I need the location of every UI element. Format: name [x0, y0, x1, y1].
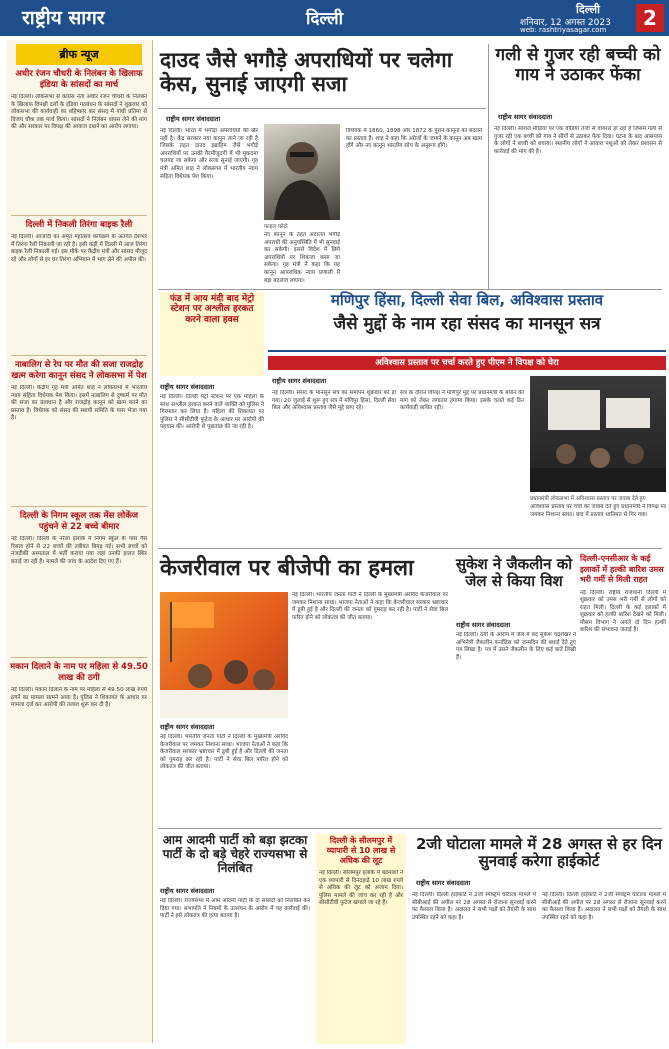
- dawood-photo-caption: फाइल फोटो: [264, 224, 288, 230]
- metro-headline[interactable]: फंड में आय मंदी बाद मेट्रो स्टेशन पर अश्लील हरकत करने वाला हवस: [169, 294, 255, 325]
- divider: [11, 506, 147, 507]
- 2g-text: नई दिल्ली। दिल्ली हाईकोर्ट ने 2जी स्पेक्ट्रम घोटाला मामले में सीबीआई की अपील पर 28 अगस्त से रोजाना सुनवाई करने का फैसला किया है। अदालत ने सभी पक्षों को तैयारी के साथ उपस्थित रहने को कहा है।: [412, 892, 536, 921]
- rain-text: नई दिल्ली। राष्ट्रीय राजधानी दिल्ली में शुक्रवार को उमस भरी गर्मी से लोगों को राहत मिली। दिल्ली के कई इलाकों में शुक्रवार को हल्की बारिश देखने को मिली। मौसम विभाग ने अगले दो दिन हल्की बारिश की संभावना जताई है।: [580, 589, 666, 634]
- rain-sidebar: [580, 554, 666, 826]
- dawood-headline[interactable]: दाउद जैसे भगौड़े अपराधियों पर चलेगा केस, सुनाई जाएगी सजा: [160, 48, 453, 97]
- brief-headline[interactable]: दिल्ली के निगम स्कूल तक मेंस लोकेंज पहुंचने से 22 बच्चे बीमार: [19, 511, 139, 532]
- page-number: 2: [636, 4, 664, 32]
- edition-date: शनिवार, 12 अगस्त 2023: [520, 18, 611, 28]
- metro-headline-box: [160, 292, 264, 376]
- kejriwal-text-col2: नई दिल्ली। भारतीय जनता पार्टी ने दिल्ली के मुख्यमंत्री अरविंद केजरीवाल पर जमकर निशाना साधा। भाजपा नेताओं ने कहा कि केजरीवाल सरकार भ्रष्टाचार में डूबी हुई है और दिल्ली की जनता को गुमराह कर रही है। पार्टी ने सेवा बिल पारित होने को लोकतंत्र की जीत बताया।: [292, 592, 448, 621]
- person-silhouette-icon: [264, 124, 340, 220]
- seelampur-box: [316, 834, 406, 1044]
- banner-line2[interactable]: जैसे मुद्दों के नाम रहा संसद का मानसून सत्र: [333, 314, 601, 335]
- aap-text: नई दिल्ली। राज्यसभा में आम आदमी पार्टी के दो सांसदों को निलंबित कर दिया गया। सभापति ने नियमों के उल्लंघन के आरोप में यह कार्रवाई की। पार्टी ने इसे लोकतंत्र की हत्या बताया है।: [160, 898, 310, 920]
- aap-headline[interactable]: आम आदमी पार्टी को बड़ा झटका पार्टी के दो बड़े चेहरे राज्यसभा से निलंबित: [162, 833, 308, 875]
- dawood-text-col3: विधेयक में 1860, 1898 और 1872 के पुराने कानूनों को बदलने का प्रस्ताव है। शाह ने कहा कि अंग्रेजों के जमाने के कानून अब खत्म होंगे और नए कानून भारतीय सोच के अनुरूप होंगे।: [346, 128, 482, 150]
- brief-text: नई दिल्ली। मकान दिलाने के नाम पर महिला से 49.50 लाख रुपये ठगने का मामला सामने आया है। पुलिस ने शिकायत के आधार पर मामला दर्ज कर आरोपी की तलाश शुरू कर दी है।: [11, 687, 147, 709]
- divider: [158, 548, 662, 549]
- brief-headline[interactable]: दिल्ली में निकली तिरंगा बाइक रैली: [25, 220, 133, 230]
- kejriwal-text: नई दिल्ली। भारतीय जनता पार्टी ने दिल्ली के मुख्यमंत्री अरविंद केजरीवाल पर जमकर निशाना साधा। भाजपा नेताओं ने कहा कि केजरीवाल सरकार भ्रष्टाचार में डूबी हुई है और दिल्ली की जनता को गुमराह कर रही है। पार्टी ने सेवा बिल पारित होने को लोकतंत्र की जीत बताया।: [160, 734, 288, 771]
- masthead: राष्ट्रीय सागर: [22, 7, 105, 29]
- divider: [488, 44, 489, 289]
- parliament-text-col1: नई दिल्ली। संसद के मानसून सत्र का समापन शुक्रवार को हो गया। 20 जुलाई से शुरू हुए सत्र में मणिपुर हिंसा, दिल्ली सेवा बिल और अविश्वास प्रस्ताव जैसे मुद्दे छाए रहे।: [272, 390, 396, 412]
- brief-news-column: [6, 40, 153, 1043]
- brief-news-label: ब्रीफ न्यूज: [16, 44, 142, 65]
- divider: [11, 657, 147, 658]
- divider: [11, 215, 147, 216]
- edition-city: दिल्ली: [576, 3, 600, 16]
- divider: [158, 108, 486, 109]
- page-city: दिल्ली: [306, 9, 344, 29]
- flag-icon: [160, 592, 288, 718]
- 2g-text-col2: नई दिल्ली। दिल्ली हाईकोर्ट ने 2जी स्पेक्ट्रम घोटाला मामले में सीबीआई की अपील पर 28 अगस्त से रोजाना सुनवाई करने का फैसला किया है। अदालत ने सभी पक्षों को तैयारी के साथ उपस्थित रहने को कहा है।: [542, 892, 666, 921]
- brief-text: नई दिल्ली। लोकसभा से कांग्रेस नेता अधीर रंजन चौधरी के निलंबन के खिलाफ विपक्षी दलों के इंडिया गठबंधन के सांसदों ने शुक्रवार को लोकसभा की कार्यवाही का बहिष्कार कर संसद में गांधी प्रतिमा से विजय चौक तक मार्च किया। सांसदों ने निलंबन वापस लेने की मांग की और सरकार पर विपक्ष की आवाज दबाने का आरोप लगाया।: [11, 94, 147, 131]
- dawood-text: नई दिल्ली। भारत में भगौड़ा अपराधियों की खैर नहीं है। केंद्र सरकार नया कानून लाने जा रही है जिसके तहत दाउद इब्राहिम जैसे भगौड़े अपराधियों पर उनकी गैरमौजूदगी में भी मुकदमा चलाया जा सकेगा और सजा सुनाई जाएगी। गृह मंत्री अमित शाह ने लोकसभा में भारतीय न्याय संहिता विधेयक पेश किया।: [160, 128, 258, 180]
- protest-photo: [530, 376, 666, 492]
- brief-text: नई दिल्ली। केंद्रीय गृह मंत्री अमित शाह ने लोकसभा में भारतीय न्याय संहिता विधेयक पेश किया। इसमें नाबालिग से दुष्कर्म पर मौत की सजा का प्रावधान है और राजद्रोह कानून को खत्म करने का प्रस्ताव है। विधेयक को संसद की स्थायी समिति के पास भेजा गया है।: [11, 385, 147, 422]
- metro-byline: राष्ट्रीय सागर संवाददाता: [160, 383, 215, 391]
- brief-headline[interactable]: नाबालिग से रेप पर मौत की सजा राजद्रोह खत्म करेगा कानून संसद ने लोकसभा में पेश: [11, 360, 147, 381]
- brief-text: नई दिल्ली। आजादी का अमृत महोत्सव कार्यक्रम के अंतर्गत देशभर में तिरंगा रैली निकाली जा रही है। इसी कड़ी में दिल्ली में आज तिरंगा बाइक रैली निकाली गई। इस मौके पर केंद्रीय मंत्री और सांसद मौजूद रहे और लोगों से हर घर तिरंगा अभियान में भाग लेने की अपील की।: [11, 234, 147, 263]
- sukesh-headline[interactable]: सुकेश ने जैकलीन को जेल से किया विश: [455, 555, 573, 591]
- seelampur-headline[interactable]: दिल्ली के सीलमपुर में व्यापारी से 10 लाख से अधिक की लूट: [326, 836, 396, 865]
- rain-headline[interactable]: दिल्ली-एनसीआर के कई इलाकों में हल्की बारिश उमस भरी गर्मी से मिली राहत: [580, 554, 664, 584]
- divider: [158, 828, 662, 829]
- website[interactable]: web: rashtriyasagar.com: [520, 26, 607, 34]
- metro-text: नई दिल्ली। दिल्ली मेट्रो स्टेशन पर एक महिला के साथ अश्लील हरकत करने वाले व्यक्ति को पुलिस ने गिरफ्तार कर लिया है। महिला की शिकायत पर पुलिस ने सीसीटीवी फुटेज के आधार पर आरोपी की पहचान की। आरोपी से पूछताछ की जा रही है।: [160, 394, 264, 431]
- parliament-strip: अविश्वास प्रस्ताव पर चर्चा करते हुए पीएम ने विपक्ष को घेरा: [268, 356, 666, 370]
- sukesh-byline: राष्ट्रीय सागर संवाददाता: [456, 621, 511, 629]
- divider: [158, 289, 662, 290]
- page-header: [0, 0, 669, 36]
- cow-girl-byline: राष्ट्रीय सागर संवाददाता: [498, 113, 553, 121]
- dawood-text-col2: नए कानून के तहत अदालत भगौड़े अपराधी की अनुपस्थिति में भी सुनवाई कर सकेगी। इससे विदेश में छिपे अपराधियों पर शिकंजा कसा जा सकेगा। गृह मंत्री ने कहा कि यह कानून आपराधिक न्याय प्रणाली में बड़ा बदलाव लाएगा।: [264, 232, 340, 284]
- kejriwal-byline: राष्ट्रीय सागर संवाददाता: [160, 723, 215, 731]
- protest-banner-icon: [530, 376, 666, 492]
- parliament-byline: राष्ट्रीय सागर संवाददाता: [272, 377, 327, 385]
- dawood-byline: राष्ट्रीय सागर संवाददाता: [166, 115, 221, 123]
- brief-headline[interactable]: मकान दिलाने के नाम पर महिला से 49.50 लाख की ठगी: [10, 662, 148, 683]
- dawood-photo: [264, 124, 340, 220]
- aap-byline: राष्ट्रीय सागर संवाददाता: [160, 887, 215, 895]
- seelampur-text: नई दिल्ली। सीलमपुर इलाके में बदमाशों ने एक व्यापारी से दिनदहाड़े 10 लाख रुपये से अधिक की लूट को अंजाम दिया। पुलिस मामले की जांच कर रही है और सीसीटीवी फुटेज खंगाले जा रहे हैं।: [319, 870, 403, 907]
- kejriwal-headline[interactable]: केजरीवाल पर बीजेपी का हमला: [160, 556, 414, 581]
- cow-girl-headline[interactable]: गली से गुजर रही बच्ची को गाय ने उठाकर फेंका: [495, 45, 661, 85]
- banner-line1[interactable]: मणिपुर हिंसा, दिल्ली सेवा बिल, अविश्वास प्रस्ताव: [330, 291, 604, 309]
- parliament-photo-caption: प्रधानमंत्री लोकसभा में अविश्वास प्रस्ताव पर जवाब देते हुए: [530, 496, 646, 502]
- 2g-headline[interactable]: 2जी घोटाला मामले में 28 अगस्त से हर दिन सुनवाई करेगा हाईकोर्ट: [415, 835, 663, 871]
- brief-headline[interactable]: अधीर रंजन चौधरी के निलंबन के खिलाफ इंडिया के सांसदों का मार्च: [15, 69, 143, 90]
- parliament-banner: [268, 292, 666, 352]
- 2g-byline: राष्ट्रीय सागर संवाददाता: [416, 879, 471, 887]
- parliament-text-col2: सत्र के दौरान विपक्ष ने मणिपुर मुद्दे पर प्रधानमंत्री के बयान की मांग को लेकर लगातार हंगामा किया। इसके चलते कई दिन कार्यवाही बाधित रही।: [400, 390, 524, 412]
- brief-text: नई दिल्ली। दिल्ली के नरेला इलाके में निगम स्कूल के पास गैस रिसाव होने से 22 बच्चों की तबीयत बिगड़ गई। सभी बच्चों को नजदीकी अस्पताल में भर्ती कराया गया जहां उनकी हालत स्थिर बताई जा रही है। मामले की जांच के आदेश दिए गए हैं।: [11, 536, 147, 565]
- bjp-protest-photo: [160, 592, 288, 718]
- parliament-text-col3: अविश्वास प्रस्ताव पर चर्चा का जवाब देते हुए प्रधानमंत्री ने विपक्ष पर जमकर निशाना साधा। बाद में प्रस्ताव ध्वनिमत से गिर गया।: [530, 504, 666, 518]
- divider: [11, 355, 147, 356]
- sukesh-text: नई दिल्ली। ठगी के आरोप में जेल में बंद सुकेश चंद्रशेखर ने अभिनेत्री जैकलीन फर्नांडिस को जन्मदिन की बधाई देते हुए पत्र लिखा है। पत्र में उसने जैकलीन के लिए कई बातें लिखी हैं।: [456, 632, 576, 661]
- cow-girl-text: नई दिल्ली। सोशल मीडिया पर एक वीडियो तेजी से वायरल हो रहा है जिसमें गली से गुजर रही एक बच्ची को गाय ने सींगों से उठाकर फेंक दिया। घटना के बाद आसपास के लोगों ने बच्ची को बचाया। स्थानीय लोगों ने आवारा पशुओं को लेकर प्रशासन से कार्रवाई की मांग की है।: [494, 126, 662, 155]
